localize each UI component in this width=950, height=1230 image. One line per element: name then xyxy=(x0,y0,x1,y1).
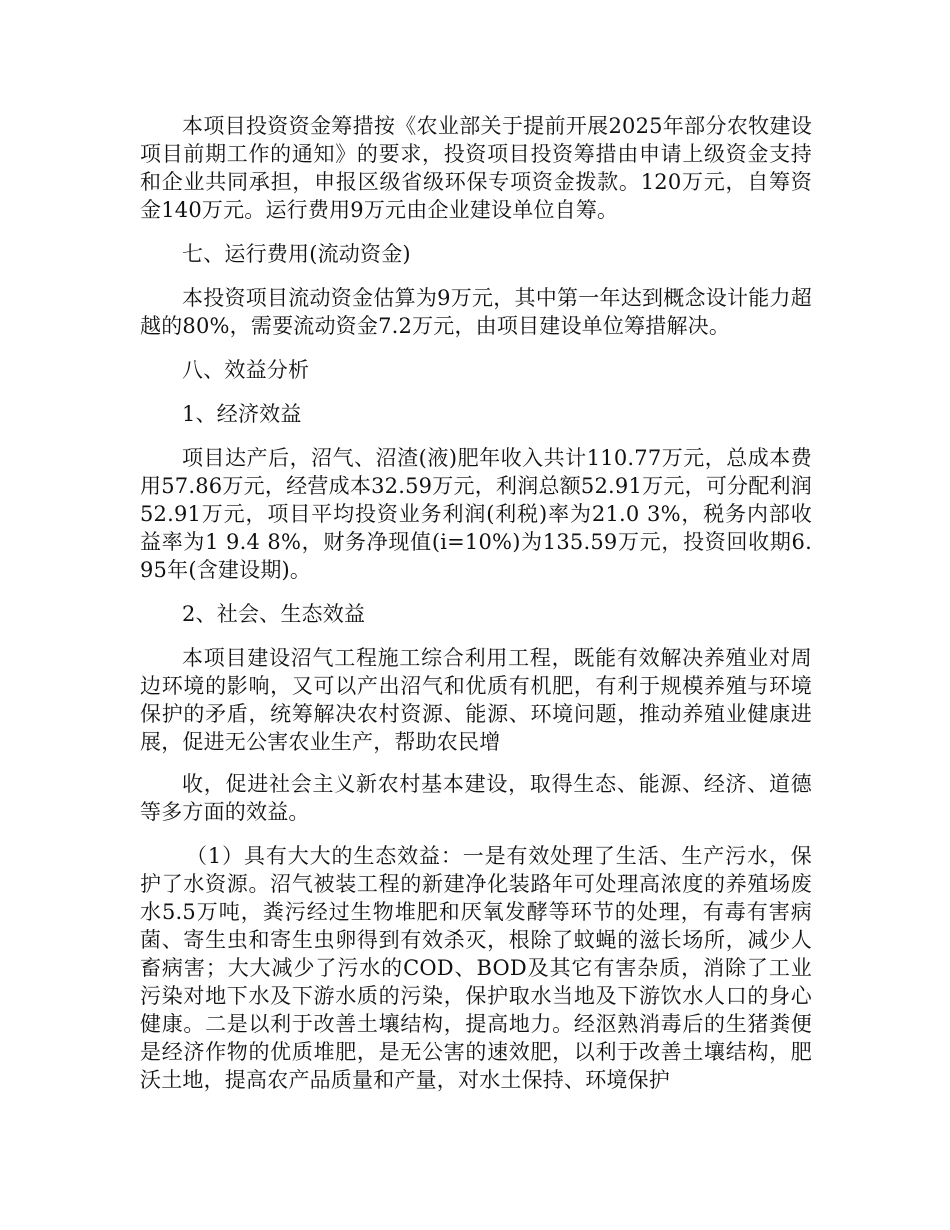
ecological-benefits-list-item: （1）具有大大的生态效益：一是有效处理了生活、生产污水，保护了水资源。沼气被装工程的新建净化装路年可处理高浓度的养殖场废水5.5万吨，粪污经过生物堆肥和厌氧发酵等环节的处理，有毒有害病菌、寄生虫和寄生虫卵得到有效杀灭，根除了蚊蝇的滋长场所，减少人畜病害；大大减少了污水的COD、BOD及其它有害杂质，消除了工业污染对地下水及下游水质的污染，保护取水当地及下游饮水人口的身心健康。二是以利于改善土壤结构，提高地力。经沤熟消毒后的生猪粪便是经济作物的优质堆肥，是无公害的速效肥，以利于改善土壤结构，肥沃土地，提高农产品质量和产量，对水土保持、环境保护 xyxy=(140,844,812,1092)
social-benefits-continuation-paragraph: 收，促进社会主义新农村基本建设，取得生态、能源、经济、道德等多方面的效益。 xyxy=(140,772,812,824)
document-page xyxy=(140,112,812,1110)
funding-paragraph: 本项目投资资金筹措按《农业部关于提前开展2025年部分农牧建设项目前期工作的通知》的要求，投资项目投资筹措由申请上级资金支持和企业共同承担，申报区级省级环保专项资金拨款。120万元，自筹资金140万元。运行费用9万元由企业建设单位自筹。 xyxy=(140,114,812,222)
section-heading-operating-costs: 七、运行费用(流动资金) xyxy=(182,242,411,266)
subheading-social-ecological-benefits: 2、社会、生态效益 xyxy=(182,602,366,626)
working-capital-paragraph: 本投资项目流动资金估算为9万元，其中第一年达到概念设计能力超越的80%，需要流动资金7.2万元，由项目建设单位筹措解决。 xyxy=(140,286,812,338)
subheading-economic-benefits: 1、经济效益 xyxy=(182,402,302,426)
social-benefits-paragraph: 本项目建设沼气工程施工综合利用工程，既能有效解决养殖业对周边环境的影响，又可以产出沼气和优质有机肥，有利于规模养殖与环境保护的矛盾，统筹解决农村资源、能源、环境问题，推动养殖业健康进展，促进无公害农业生产，帮助农民增 xyxy=(140,646,812,754)
section-heading-benefit-analysis: 八、效益分析 xyxy=(182,358,310,382)
economic-benefits-paragraph: 项目达产后，沼气、沼渣(液)肥年收入共计110.77万元，总成本费用57.86万元，经营成本32.59万元，利润总额52.91万元，可分配利润52.91万元，项目平均投资业务利润(利税)率为21.0 3%，税务内部收益率为1 9.4 8%，财务净现值(i=10%)为135.59万元，投资回收期6.95年(含建设期)。 xyxy=(140,446,812,582)
